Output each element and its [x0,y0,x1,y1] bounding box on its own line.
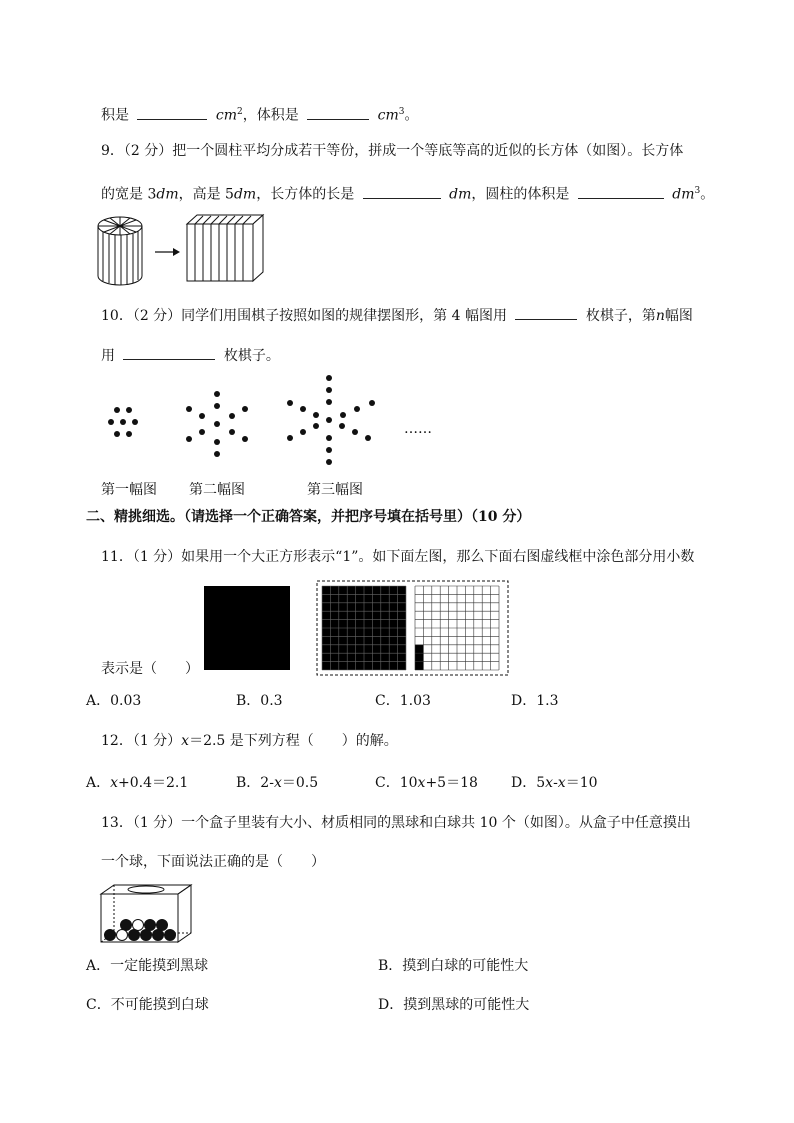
q12-line [101,732,398,750]
q10-text-d: 用 [101,348,115,364]
q13-option-c[interactable]: C．不可能摸到白球 [86,997,209,1013]
black-ball [121,920,132,931]
q9-unit-dm-3: dm [449,186,472,203]
q10-line2 [101,345,280,365]
q11-line1: 11．（1 分）如果用一个大正方形表示“1”。如下面左图，那么下面右图虚线框中涂色部分用小数 [101,549,695,565]
ball-box-figure [96,882,196,946]
q12-stem: ＝2.5 是下列方程（ ）的解。 [189,733,398,749]
q9-height: ，高是 5 [178,186,234,203]
q8-text-area: 积是 [101,107,129,124]
black-ball [157,920,168,931]
q12-a-x: x [110,775,119,791]
q8-volume-blank[interactable] [307,105,369,120]
q12-c-rest: +5＝18 [425,775,478,791]
q12-b-rest: ＝0.5 [281,775,319,791]
q8-line [101,103,419,125]
q10-fign-blank[interactable] [123,345,215,360]
q12-b-letter: B． [236,775,261,791]
q11-option-b[interactable]: B．0.3 [236,693,283,709]
arrow-right-icon [155,248,180,256]
q12-b-x: x [273,775,282,791]
q10-pattern-figure [0,370,440,480]
q13-line1: 13．（1 分）一个盒子里装有大小、材质相同的黑球和白球共 10 个（如图）。从盒子中任意摸出 [101,815,691,831]
q10-n: n [655,308,665,324]
shaded-cell [415,645,423,653]
q12-c-pre: 10 [399,775,418,791]
q12-a-letter: A． [86,775,111,791]
q9-unit-dm-2: dm [233,186,257,203]
grid-right [415,586,499,670]
q9-unit-dm3: dm [672,186,695,203]
cuboid-icon [187,215,263,281]
q12-d-letter: D． [511,775,537,791]
cylinder-to-cuboid-figure [95,212,275,292]
balls [105,920,176,941]
q10-fig4-blank[interactable] [515,305,577,320]
q12-d-pre: 5 [536,775,546,791]
caption-fig3: 第三幅图 [307,482,363,498]
black-ball [153,930,164,941]
q8-text-volume: ，体积是 [242,107,299,124]
pattern-3 [287,375,375,465]
q9-line1: 9．（2 分）把一个圆柱平均分成若干等份，拼成一个等底等高的近似的长方体（如图）。长方体 [101,143,684,159]
q9-volume-text: ，圆柱的体积是 [471,186,570,203]
q11-line2: 表示是（ ） [101,661,199,677]
black-ball [165,930,176,941]
q10-text-b: 枚棋子，第 [585,308,656,324]
q12-d-rest: ＝10 [565,775,598,791]
section2-heading: 二、精挑细选。（请选择一个正确答案，并把序号填在括号里）（10 分） [86,509,531,525]
q9-length-text: ，长方体的长是 [256,186,355,203]
box-opening-icon [128,886,164,893]
q9-unit-dm: dm [156,186,179,203]
q12-c-letter: C． [375,775,400,791]
shaded-cell [415,653,423,661]
q12-x: x [181,733,190,749]
q12-option-a[interactable] [86,774,188,792]
white-ball [117,930,128,941]
q13-option-b[interactable]: B．摸到白球的可能性大 [378,958,529,974]
q12-c-x: x [417,775,426,791]
q10-text-c: 幅图 [664,308,693,324]
pattern-2 [186,391,248,457]
q11-option-a[interactable]: A．0.03 [86,693,142,709]
black-ball [105,930,116,941]
q10-line1 [101,305,693,325]
q13-option-d[interactable]: D．摸到黑球的可能性大 [378,997,530,1013]
q12-b-pre: 2- [260,775,274,791]
black-ball [141,930,152,941]
caption-fig2: 第二幅图 [189,482,245,498]
pattern-1 [108,407,138,437]
q13-line2: 一个球，下面说法正确的是（ ） [101,854,325,870]
grid-left [322,586,406,670]
q12-d-x2: x [557,775,566,791]
q9-length-blank[interactable] [363,184,441,199]
q11-option-d[interactable]: D．1.3 [511,693,559,709]
q8-area-blank[interactable] [137,105,207,120]
q8-sup2: 2 [237,107,243,117]
q11-option-c[interactable]: C．1.03 [375,693,431,709]
q12-d-x1: x [545,775,554,791]
shaded-cell [415,662,423,670]
q9-end: 。 [700,186,715,203]
unit-square [204,586,290,670]
cylinder-icon [98,217,142,285]
q8-unit-area: cm [215,107,238,124]
q12-a-rest: +0.4＝2.1 [118,775,189,791]
q10-ellipsis: …… [404,421,432,437]
q12-option-b[interactable] [236,774,318,792]
q12-option-c[interactable] [375,774,478,792]
caption-fig1: 第一幅图 [101,482,157,498]
q8-end: 。 [404,107,419,124]
q9-line2 [101,182,714,204]
black-ball [129,930,140,941]
q12-d-mid: - [553,775,558,791]
q12-option-d[interactable] [511,774,598,792]
q9-sup3: 3 [694,186,701,196]
black-ball [145,920,156,931]
q9-width: 的宽是 3 [101,186,157,203]
q11-figure [190,578,520,678]
q10-text-e: 枚棋子。 [223,348,280,364]
q8-unit-volume: cm [377,107,399,124]
q13-option-a[interactable]: A．一定能摸到黑球 [86,958,209,974]
q9-volume-blank[interactable] [578,184,664,199]
white-ball [133,920,144,931]
q10-text-a: 10．（2 分）同学们用围棋子按照如图的规律摆图形，第 4 幅图用 [101,308,507,324]
q12-prefix: 12．（1 分） [101,733,182,749]
q8-sup3: 3 [398,107,405,117]
